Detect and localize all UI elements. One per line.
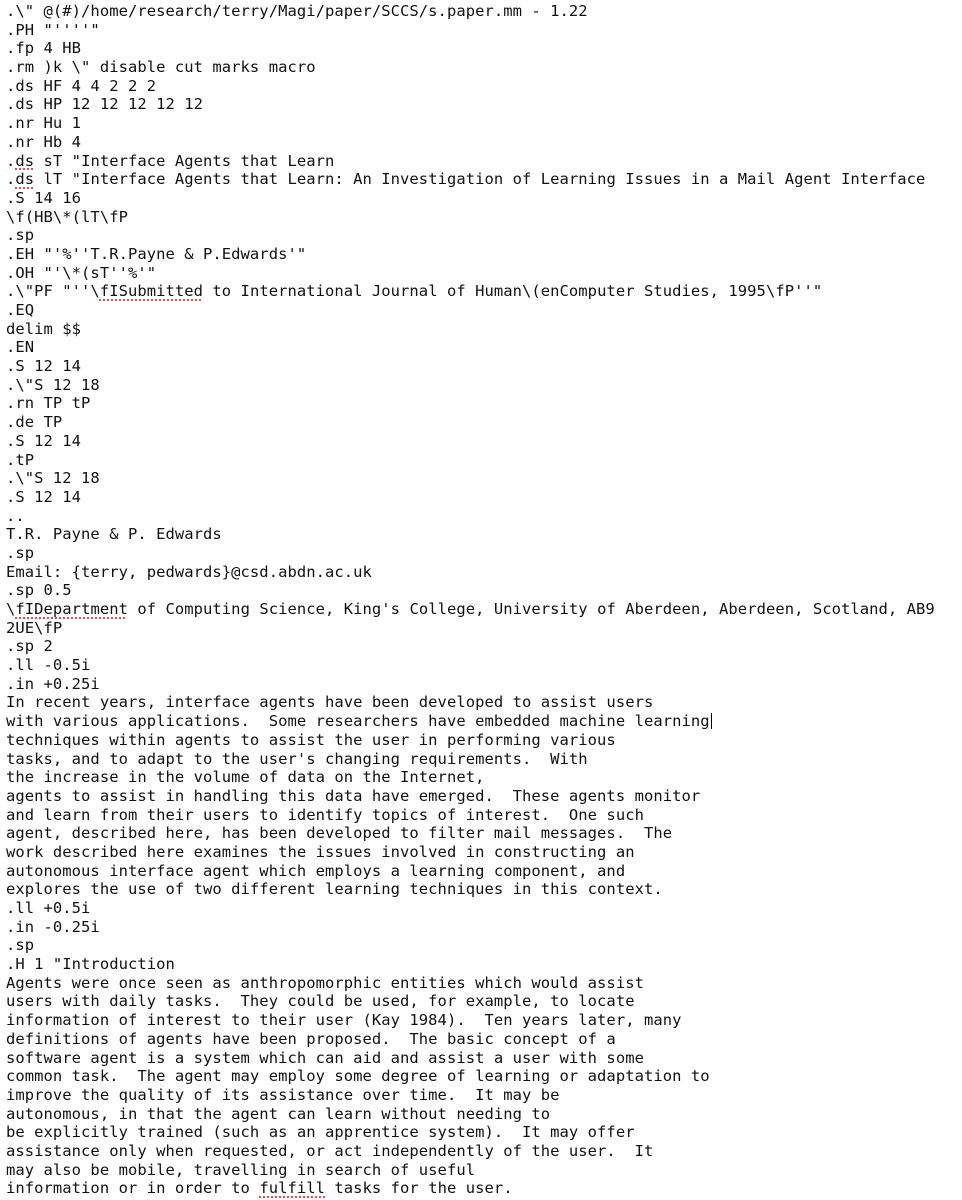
text-line: definitions of agents have been proposed. The basic concept of a — [6, 1029, 616, 1048]
text-line: with various applications. Some researchers have embedded machine learning — [6, 712, 962, 731]
spellcheck-underline: ds — [15, 170, 35, 189]
text-line: .tP — [6, 450, 35, 469]
text-line: .ll +0.5i — [6, 899, 91, 917]
text-line: .sp 0.5 — [6, 581, 72, 600]
text-line: .sp 2 — [6, 637, 53, 656]
text-line: \f(HB\*(lT\fP — [6, 207, 128, 226]
text-line: .ll -0.5i — [6, 656, 91, 675]
text-line: .H 1 "Introduction — [6, 955, 175, 974]
text-line: .in -0.25i — [6, 917, 100, 936]
text-line: .S 14 16 — [6, 188, 82, 207]
text-line: .S 12 14 — [6, 431, 82, 450]
text-line: .ds HF 4 4 2 2 2 — [6, 76, 157, 95]
spellcheck-underline: ds — [15, 151, 35, 170]
text-line: be explicitly trained (such as an apprentice system). It may offer — [6, 1123, 635, 1142]
text-line: .\"PF "''\fISubmitted to International Journal of Human\(enComputer Studies, 1995\fP''" — [6, 282, 823, 301]
text-line: work described here examines the issues involved in constructing an — [6, 842, 635, 861]
text-line: and learn from their users to identify topics of interest. One such — [6, 805, 644, 824]
text-line: agent, described here, has been developed to filter mail messages. The — [6, 824, 673, 843]
text-line: 2UE\fP — [6, 618, 63, 637]
text-line: .nr Hb 4 — [6, 132, 82, 151]
text-line: .\"S 12 18 — [6, 469, 100, 488]
text-line: .rn TP tP — [6, 394, 91, 413]
text-line: users with daily tasks. They could be used, for example, to locate — [6, 992, 635, 1011]
text-line: autonomous interface agent which employs a learning component, and — [6, 861, 626, 880]
spellcheck-underline: fISubmitted — [99, 282, 204, 301]
text-line: information or in order to fulfill tasks for the user. — [6, 1179, 513, 1198]
text-line: .\" @(#)/home/research/terry/Magi/paper/SCCS/s.paper.mm - 1.22 — [6, 2, 588, 20]
text-line: In recent years, interface agents have been developed to assist users — [6, 693, 654, 712]
text-line: may also be mobile, travelling in search of useful — [6, 1160, 476, 1179]
text-line: .. — [6, 506, 25, 525]
text-line: agents to assist in handling this data have emerged. These agents monitor — [6, 786, 701, 805]
text-line: software agent is a system which can aid and assist a user with some — [6, 1048, 644, 1067]
text-caret — [711, 713, 713, 729]
text-line: .nr Hu 1 — [6, 114, 82, 133]
text-line: T.R. Payne & P. Edwards — [6, 525, 222, 544]
text-line: .S 12 14 — [6, 357, 82, 376]
text-line: .in +0.25i — [6, 674, 100, 693]
spellcheck-underline: fulfill — [259, 1179, 325, 1198]
text-line: .sp — [6, 226, 35, 245]
text-line: the increase in the volume of data on the Internet, — [6, 768, 485, 787]
text-line: autonomous, in that the agent can learn without needing to — [6, 1104, 551, 1123]
text-line: .OH "'\*(sT''%'" — [6, 263, 157, 282]
text-line: .ds HP 12 12 12 12 12 — [6, 95, 204, 114]
text-line: .sp — [6, 936, 35, 955]
text-line: information of interest to their user (Kay 1984). Ten years later, many — [6, 1011, 682, 1030]
text-line: .EQ — [6, 301, 35, 319]
text-line: \fIDepartment of Computing Science, King's College, University of Aberdeen, Aberdeen, Scotland, AB9 — [6, 600, 935, 618]
text-line: .sp — [6, 543, 35, 562]
text-line: techniques within agents to assist the user in performing various — [6, 730, 616, 749]
text-line: .EH "'%''T.R.Payne & P.Edwards'" — [6, 244, 307, 263]
text-line: .de TP — [6, 413, 63, 432]
text-line: .\"S 12 18 — [6, 375, 100, 394]
text-line: .ds lT "Interface Agents that Learn: An Investigation of Learning Issues in a Mail Agent Interface — [6, 170, 926, 189]
text-line: .fp 4 HB — [6, 39, 82, 58]
text-line: explores the use of two different learning techniques in this context. — [6, 880, 663, 899]
text-line: delim $$ — [6, 319, 82, 338]
text-line: common task. The agent may employ some degree of learning or adaptation to — [6, 1067, 710, 1086]
text-line: tasks, and to adapt to the user's changing requirements. With — [6, 749, 588, 768]
text-line: .S 12 14 — [6, 487, 82, 506]
text-line: .PH "''''" — [6, 20, 100, 39]
text-line: .EN — [6, 338, 35, 357]
text-line: Email: {terry, pedwards}@csd.abdn.ac.uk — [6, 562, 372, 581]
spellcheck-underline: fIDepartment — [15, 600, 128, 618]
text-line: .ds sT "Interface Agents that Learn — [6, 151, 335, 170]
text-line: .rm )k \" disable cut marks macro — [6, 58, 316, 77]
text-line: assistance only when requested, or act independently of the user. It — [6, 1141, 654, 1160]
text-line: Agents were once seen as anthropomorphic entities which would assist — [6, 973, 644, 992]
text-line: improve the quality of its assistance over time. It may be — [6, 1085, 560, 1104]
document-text[interactable] — [6, 2, 962, 1198]
